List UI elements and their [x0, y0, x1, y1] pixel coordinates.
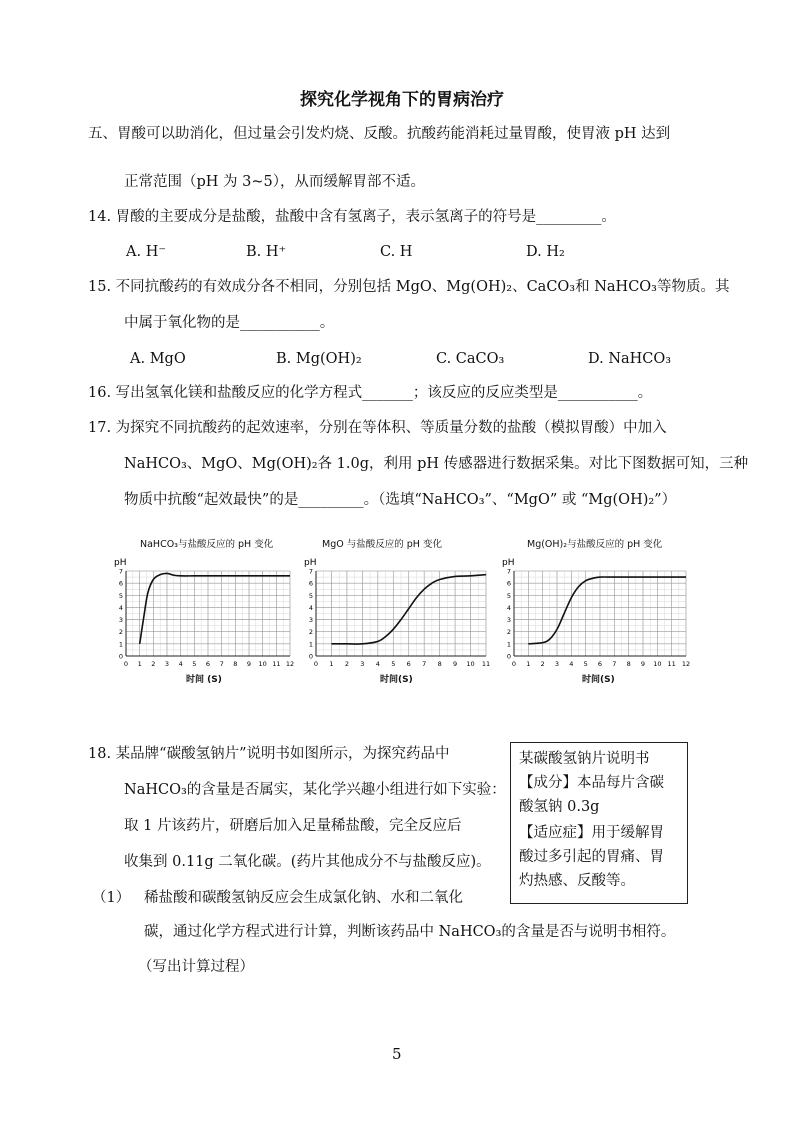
y-tick-label: 0: [118, 652, 123, 661]
x-tick-label: 11: [272, 660, 281, 668]
y-tick-label: 2: [118, 628, 123, 637]
x-tick-label: 2: [151, 660, 156, 668]
box-line-2: 【成分】本品每片含碳: [519, 775, 664, 791]
y-tick-label: 2: [506, 628, 511, 637]
x-tick-label: 6: [406, 660, 411, 668]
x-tick-label: 1: [329, 660, 334, 668]
chart-mgo-ph: [302, 555, 492, 685]
y-tick-label: 5: [118, 591, 123, 600]
q14-option-d: D. H₂: [526, 244, 565, 260]
chart-mgoh2-ph: [500, 555, 692, 685]
x-tick-label: 10: [653, 660, 662, 668]
q18-line1: 18. 某品牌“碳酸氢钠片”说明书如图所示，为探究药品中: [88, 746, 450, 762]
q18-line3: 取 1 片该药片，研磨后加入足量稀盐酸，完全反应后: [124, 818, 462, 834]
x-tick-label: 12: [285, 660, 295, 668]
x-tick-label: 12: [681, 660, 691, 668]
q18-sub1-line2: 碳，通过化学方程式进行计算，判断该药品中 NaHCO₃的含量是否与说明书相符。: [144, 924, 676, 940]
x-tick-label: 7: [219, 660, 224, 668]
x-tick-label: 9: [453, 660, 458, 668]
x-tick-label: 11: [481, 660, 491, 668]
section5-line1: 五、胃酸可以助消化，但过量会引发灼烧、反酸。抗酸药能消耗过量胃酸，使胃液 pH 达到: [88, 126, 671, 142]
x-tick-label: 3: [554, 660, 560, 668]
box-line-3: 酸氢钠 0.3g: [519, 799, 600, 815]
q15-option-c: C. CaCO₃: [436, 351, 505, 367]
box-line-4: 【适应症】用于缓解胃: [519, 825, 664, 841]
y-tick-label: 7: [308, 567, 313, 576]
x-tick-label: 9: [640, 660, 646, 668]
q18-sub1-label: （1）: [92, 890, 131, 906]
x-tick-label: 3: [164, 660, 170, 668]
x-tick-label: 10: [258, 660, 267, 668]
x-tick-label: 4: [375, 660, 380, 668]
q14-option-a: A. H⁻: [126, 244, 166, 260]
chart2-xlabel: 时间(S): [380, 675, 413, 685]
page-number: 5: [392, 1045, 402, 1063]
x-tick-label: 1: [526, 660, 531, 668]
x-tick-label: 2: [344, 660, 349, 668]
x-tick-label: 8: [626, 660, 631, 668]
y-tick-label: 0: [308, 652, 313, 661]
y-tick-label: 6: [506, 579, 511, 588]
section5-line2: 正常范围（pH 为 3~5），从而缓解胃部不适。: [124, 174, 425, 190]
x-tick-label: 6: [205, 660, 211, 668]
q17-line1: 17. 为探究不同抗酸药的起效速率，分别在等体积、等质量分数的盐酸（模拟胃酸）中加入: [88, 420, 667, 436]
y-tick-label: 5: [506, 591, 511, 600]
chart-nahco3-ph: [112, 555, 296, 685]
y-tick-label: 3: [506, 616, 511, 625]
x-tick-label: 5: [192, 660, 197, 668]
x-tick-label: 0: [123, 660, 129, 668]
chart1-xlabel: 时间 (S): [186, 675, 222, 685]
q17-line3: 物质中抗酸“起效最快”的是_________。（选填“NaHCO₃”、“MgO” 或 “Mg(OH)₂”）: [124, 492, 677, 508]
x-tick-label: 10: [466, 660, 475, 668]
y-tick-label: 7: [118, 567, 123, 576]
x-tick-label: 7: [612, 660, 617, 668]
chart3-xlabel: 时间(S): [582, 675, 615, 685]
y-tick-label: 1: [308, 640, 313, 649]
x-tick-label: 5: [583, 660, 588, 668]
q14-option-b: B. H⁺: [246, 244, 287, 260]
y-tick-label: 4: [118, 603, 123, 612]
q18-sub1-note: （写出计算过程）: [138, 959, 254, 975]
q18-line2: NaHCO₃的含量是否属实，某化学兴趣小组进行如下实验：: [124, 782, 506, 798]
y-tick-label: 4: [308, 603, 313, 612]
q17-line2: NaHCO₃、MgO、Mg(OH)₂各 1.0g，利用 pH 传感器进行数据采集。对比下图数据可知，三种: [124, 456, 749, 472]
q15-option-b: B. Mg(OH)₂: [276, 351, 362, 367]
y-tick-label: 4: [506, 603, 511, 612]
x-tick-label: 11: [667, 660, 676, 668]
y-axis-label: pH: [114, 558, 127, 568]
x-tick-label: 2: [540, 660, 545, 668]
q15-line2: 中属于氧化物的是___________。: [124, 315, 335, 331]
x-tick-label: 4: [569, 660, 574, 668]
x-tick-label: 1: [137, 660, 142, 668]
x-tick-label: 9: [246, 660, 252, 668]
box-line-1: 某碳酸氢钠片说明书: [519, 751, 650, 767]
y-tick-label: 1: [118, 640, 123, 649]
q14-stem: 14. 胃酸的主要成分是盐酸，盐酸中含有氢离子，表示氢离子的符号是_________。: [88, 209, 616, 225]
q18-line4: 收集到 0.11g 二氧化碳。(药片其他成分不与盐酸反应)。: [124, 854, 491, 870]
y-tick-label: 5: [308, 591, 313, 600]
box-line-6: 灼热感、反酸等。: [519, 873, 635, 889]
x-tick-label: 4: [178, 660, 183, 668]
x-tick-label: 0: [313, 660, 319, 668]
y-tick-label: 1: [506, 640, 511, 649]
y-axis-label: pH: [502, 558, 515, 568]
q14-option-c: C. H: [380, 244, 413, 260]
q15-option-a: A. MgO: [130, 351, 186, 367]
x-tick-label: 8: [437, 660, 442, 668]
y-tick-label: 3: [118, 616, 123, 625]
q15-option-d: D. NaHCO₃: [588, 351, 672, 367]
x-tick-label: 3: [360, 660, 365, 668]
page-title: 探究化学视角下的胃病治疗: [300, 90, 504, 110]
q15-line1: 15. 不同抗酸药的有效成分各不相同，分别包括 MgO、Mg(OH)₂、CaCO₃和 NaHCO₃等物质。其: [88, 279, 730, 295]
y-tick-label: 6: [118, 579, 123, 588]
x-tick-label: 6: [597, 660, 603, 668]
y-tick-label: 3: [308, 616, 313, 625]
chart3-title: Mg(OH)₂与盐酸反应的 pH 变化: [527, 539, 663, 550]
y-tick-label: 0: [506, 652, 511, 661]
x-tick-label: 5: [391, 660, 396, 668]
y-tick-label: 7: [506, 567, 511, 576]
y-axis-label: pH: [304, 558, 317, 568]
y-tick-label: 2: [308, 628, 313, 637]
chart1-title: NaHCO₃与盐酸反应的 pH 变化: [140, 539, 274, 550]
box-line-5: 酸过多引起的胃痛、胃: [519, 849, 664, 865]
instruction-box: [510, 742, 688, 904]
q16-stem: 16. 写出氢氧化镁和盐酸反应的化学方程式_______；该反应的反应类型是___________。: [88, 385, 653, 401]
x-tick-label: 8: [233, 660, 238, 668]
chart2-title: MgO 与盐酸反应的 pH 变化: [322, 539, 442, 550]
q18-sub1-line1: 稀盐酸和碳酸氢钠反应会生成氯化钠、水和二氧化: [144, 890, 463, 906]
x-tick-label: 7: [422, 660, 427, 668]
y-tick-label: 6: [308, 579, 313, 588]
x-tick-label: 0: [511, 660, 517, 668]
